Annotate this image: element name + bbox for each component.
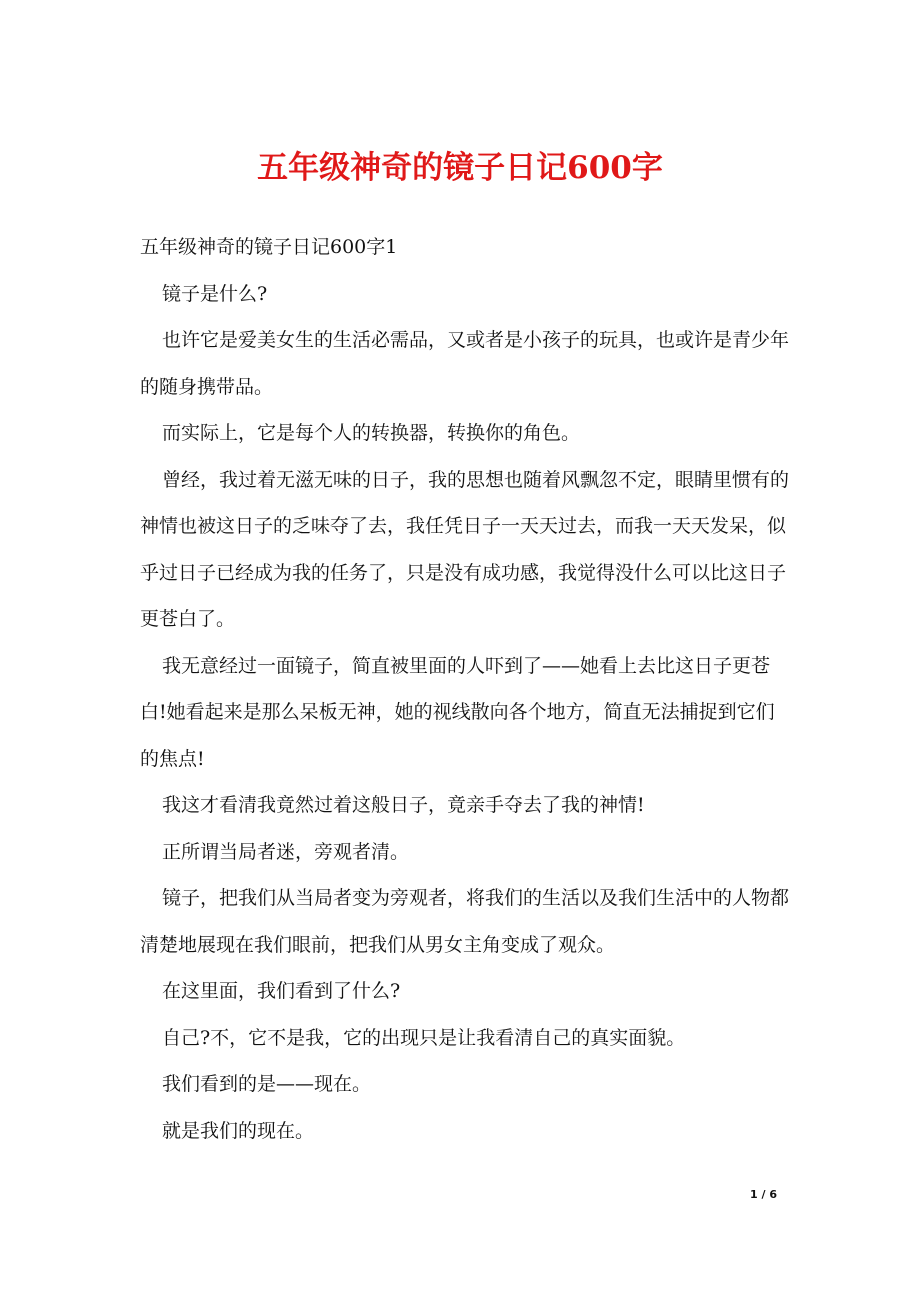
paragraph: 正所谓当局者迷，旁观者清。 — [162, 840, 410, 863]
paragraph: 我这才看清我竟然过着这般日子，竟亲手夺去了我的神情! — [162, 794, 645, 816]
paragraph: 而实际上，它是每个人的转换器，转换你的角色。 — [162, 422, 581, 444]
document-title: 五年级神奇的镜子日记600字 — [257, 150, 663, 186]
page-number: 1 / 6 — [750, 1188, 777, 1201]
paragraph: 也许它是爱美女生的生活必需品，又或者是小孩子的玩具，也或许是青少年的随身携带品。 — [140, 329, 790, 398]
paragraph: 我无意经过一面镜子，简直被里面的人吓到了——她看上去比这日子更苍白!她看起来是那么呆板无神，她的视线散向各个地方，简直无法捕捉到它们的焦点! — [140, 654, 775, 770]
document-body — [140, 224, 790, 1154]
paragraph: 曾经，我过着无滋无味的日子，我的思想也随着风飘忽不定，眼睛里惯有的神情也被这日子的乏味夺了去，我任凭日子一天天过去，而我一天天发呆，似乎过日子已经成为我的任务了，只是没有成功感，我觉得没什么可以比这日子更苍白了。 — [140, 468, 790, 630]
paragraph: 镜子是什么? — [162, 282, 268, 305]
paragraph: 就是我们的现在。 — [162, 1119, 315, 1142]
paragraph: 自己?不，它不是我，它的出现只是让我看清自己的真实面貌。 — [162, 1026, 686, 1049]
paragraph: 镜子，把我们从当局者变为旁观者，将我们的生活以及我们生活中的人物都清楚地展现在我们眼前，把我们从男女主角变成了观众。 — [140, 887, 790, 956]
paragraph: 我们看到的是——现在。 — [162, 1073, 372, 1095]
paragraph: 在这里面，我们看到了什么? — [162, 980, 401, 1002]
section-heading: 五年级神奇的镜子日记600字1 — [140, 236, 398, 258]
